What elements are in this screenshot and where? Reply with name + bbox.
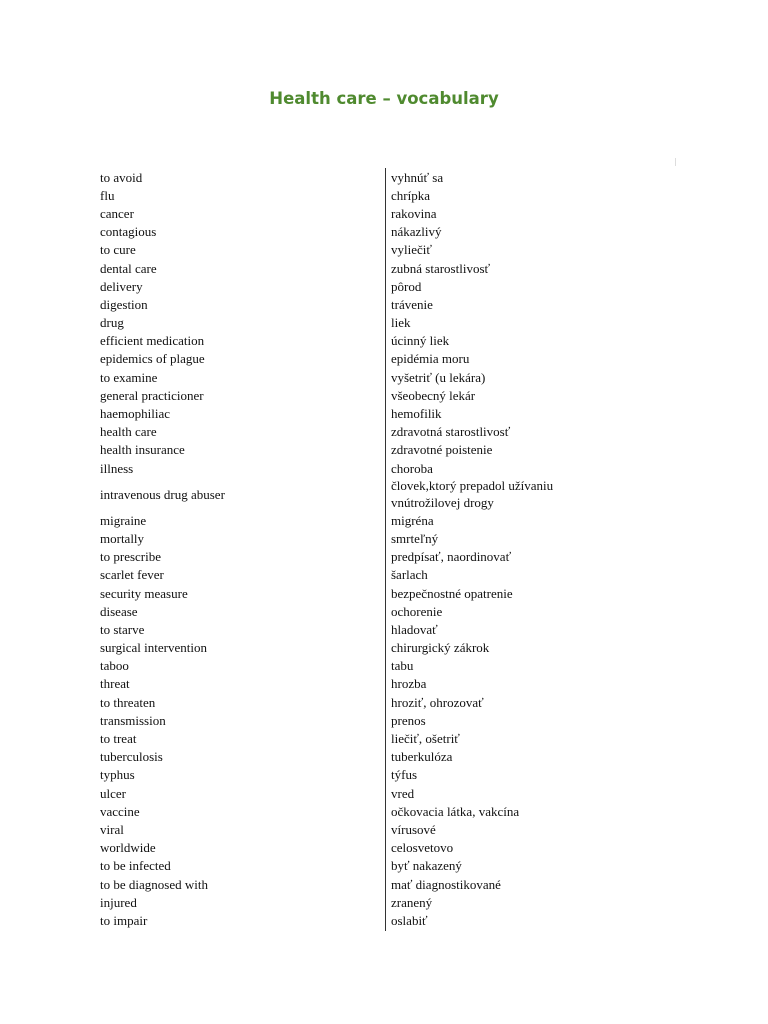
vocab-row	[100, 839, 620, 857]
english-term: disease	[100, 603, 138, 619]
english-term: to be diagnosed with	[100, 876, 208, 892]
vocab-row	[100, 350, 620, 368]
slovak-translation: liečiť, ošetriť	[391, 731, 460, 747]
english-term: transmission	[100, 712, 166, 728]
slovak-translation: liek	[391, 315, 411, 331]
slovak-translation: hroziť, ohrozovať	[391, 694, 484, 710]
vocab-row	[100, 893, 620, 911]
vocab-row	[100, 223, 620, 241]
english-term: to be infected	[100, 858, 171, 874]
english-term: viral	[100, 821, 124, 837]
english-term: to prescribe	[100, 549, 162, 565]
english-term: to examine	[100, 369, 158, 385]
english-term: migraine	[100, 512, 147, 528]
english-term: to starve	[100, 621, 145, 637]
english-term: mortally	[100, 530, 145, 546]
english-term: to treat	[100, 731, 137, 747]
slovak-translation: človek,ktorý prepadol užívaniu vnútrožilovej drogy	[391, 478, 554, 511]
slovak-translation: vyliečiť	[391, 242, 432, 258]
slovak-translation: hladovať	[391, 621, 438, 637]
vocab-row	[100, 529, 620, 547]
vocab-row	[100, 277, 620, 295]
english-term: health insurance	[100, 442, 185, 458]
english-term: typhus	[100, 767, 135, 783]
slovak-translation: trávenie	[391, 296, 433, 312]
vocab-row	[100, 693, 620, 711]
vocab-row	[100, 168, 620, 186]
slovak-translation: všeobecný lekár	[391, 387, 476, 403]
vocab-row	[100, 857, 620, 875]
slovak-translation: mať diagnostikované	[391, 876, 501, 892]
english-term: to avoid	[100, 169, 143, 185]
english-term: vaccine	[100, 803, 140, 819]
slovak-translation: úcinný liek	[391, 333, 450, 349]
english-term: efficient medication	[100, 333, 205, 349]
vocab-row	[100, 584, 620, 602]
slovak-translation: týfus	[391, 767, 417, 783]
slovak-translation: tabu	[391, 658, 414, 674]
vocab-row	[100, 386, 620, 404]
vocab-row	[100, 314, 620, 332]
vocab-row	[100, 186, 620, 204]
slovak-translation: zdravotné poistenie	[391, 442, 493, 458]
vocab-row	[100, 766, 620, 784]
vocab-row	[100, 820, 620, 838]
slovak-translation: vyšetriť (u lekára)	[391, 369, 486, 385]
english-term: cancer	[100, 205, 134, 221]
slovak-translation: vírusové	[391, 821, 436, 837]
slovak-translation: chirurgický zákrok	[391, 640, 490, 656]
english-term: scarlet fever	[100, 567, 164, 583]
vocab-row	[100, 802, 620, 820]
vocab-row	[100, 711, 620, 729]
vocab-row	[100, 675, 620, 693]
slovak-translation: pôrod	[391, 278, 422, 294]
english-term: to threaten	[100, 694, 156, 710]
english-term: threat	[100, 676, 130, 692]
slovak-translation: tuberkulóza	[391, 749, 453, 765]
slovak-translation: zranený	[391, 894, 433, 910]
vocab-row	[100, 441, 620, 459]
vocab-row	[100, 657, 620, 675]
vocab-row	[100, 748, 620, 766]
vocabulary-table	[100, 168, 620, 930]
vocab-row	[100, 620, 620, 638]
english-term: flu	[100, 187, 115, 203]
english-term: drug	[100, 315, 124, 331]
vocab-row	[100, 566, 620, 584]
vocab-row	[100, 875, 620, 893]
slovak-translation: ochorenie	[391, 603, 443, 619]
vocab-row	[100, 729, 620, 747]
vocab-row	[100, 602, 620, 620]
vocab-row	[100, 332, 620, 350]
english-term: delivery	[100, 278, 143, 294]
english-term: health care	[100, 424, 157, 440]
slovak-translation: smrteľný	[391, 530, 439, 546]
slovak-translation: predpísať, naordinovať	[391, 549, 512, 565]
english-term: to impair	[100, 912, 148, 928]
slovak-translation: bezpečnostné opatrenie	[391, 585, 513, 601]
slovak-translation: celosvetovo	[391, 840, 454, 856]
slovak-translation: vyhnúť sa	[391, 169, 444, 185]
english-term: epidemics of plague	[100, 351, 205, 367]
page-title: Health care – vocabulary	[269, 89, 499, 108]
english-term: intravenous drug abuser	[100, 486, 225, 502]
english-term: illness	[100, 460, 134, 476]
slovak-translation: oslabiť	[391, 912, 428, 928]
slovak-translation: byť nakazený	[391, 858, 462, 874]
english-term: contagious	[100, 224, 157, 240]
vocab-row	[100, 295, 620, 313]
english-term: digestion	[100, 296, 148, 312]
english-term: haemophiliac	[100, 406, 171, 422]
vocab-row	[100, 477, 620, 511]
vocab-row	[100, 911, 620, 929]
vocab-row	[100, 459, 620, 477]
english-term: tuberculosis	[100, 749, 163, 765]
english-term: surgical intervention	[100, 640, 207, 656]
slovak-translation: hrozba	[391, 676, 427, 692]
slovak-translation: choroba	[391, 460, 433, 476]
vocab-row	[100, 404, 620, 422]
english-term: security measure	[100, 585, 188, 601]
vocab-row	[100, 368, 620, 386]
slovak-translation: prenos	[391, 712, 426, 728]
english-term: injured	[100, 894, 137, 910]
slovak-translation: zdravotná starostlivosť	[391, 424, 511, 440]
stray-mark	[675, 158, 676, 166]
vocab-row	[100, 511, 620, 529]
slovak-translation: hemofilik	[391, 406, 442, 422]
english-term: to cure	[100, 242, 136, 258]
vocab-row	[100, 639, 620, 657]
english-term: taboo	[100, 658, 129, 674]
english-term: dental care	[100, 260, 157, 276]
vocab-row	[100, 241, 620, 259]
english-term: worldwide	[100, 840, 156, 856]
english-term: ulcer	[100, 785, 126, 801]
slovak-translation: očkovacia látka, vakcína	[391, 803, 520, 819]
slovak-translation: nákazlivý	[391, 224, 442, 240]
slovak-translation: epidémia moru	[391, 351, 470, 367]
slovak-translation: vred	[391, 785, 415, 801]
slovak-translation: šarlach	[391, 567, 428, 583]
slovak-translation: migréna	[391, 512, 434, 528]
vocab-row	[100, 784, 620, 802]
slovak-translation: chrípka	[391, 187, 430, 203]
slovak-translation: rakovina	[391, 205, 437, 221]
english-term: general practicioner	[100, 387, 204, 403]
vocab-row	[100, 204, 620, 222]
vocab-row	[100, 259, 620, 277]
vocab-row	[100, 548, 620, 566]
vocab-row	[100, 423, 620, 441]
slovak-translation: zubná starostlivosť	[391, 260, 491, 276]
